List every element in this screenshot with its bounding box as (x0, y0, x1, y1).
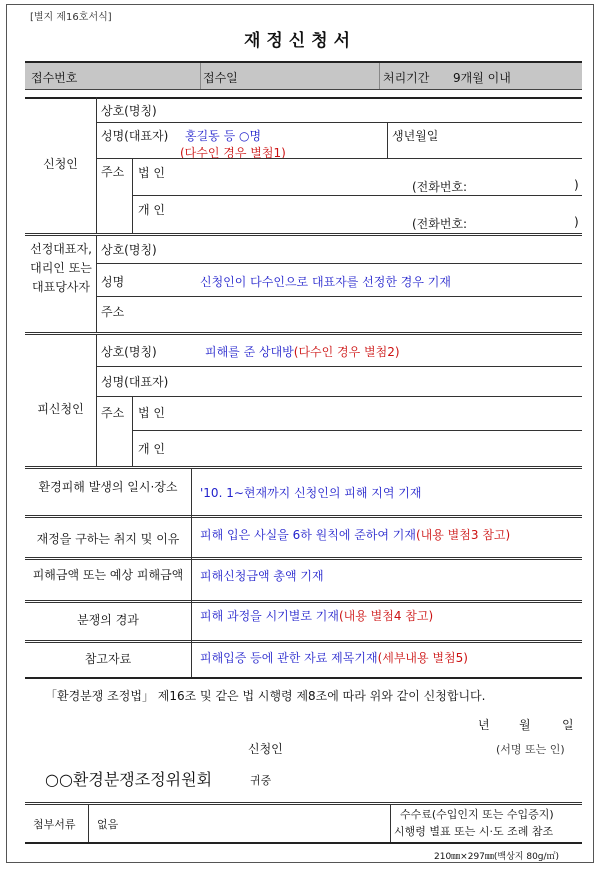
item-value-incident: '10. 1∼현재까지 신청인의 피해 지역 기재 (200, 486, 422, 500)
form-frame (6, 4, 594, 863)
applicant-corporation: 법 인 (138, 166, 165, 180)
applicant-phone-1-close: ) (574, 178, 579, 192)
representative-label: 선정대표자, 대리인 또는 대표당사자 (30, 242, 92, 294)
representative-name: 성명 (101, 275, 125, 289)
item-value-purpose-blue: 피해 입은 사실을 6하 원칙에 준하여 기재 (200, 528, 416, 542)
item-value-damage-amount: 피해신청금액 총액 기재 (200, 569, 324, 583)
applicant-phone-2: (전화번호: (412, 217, 468, 231)
respondent-trade-note (205, 343, 400, 360)
fee-line-2: 시행령 별표 또는 시·도 조례 참조 (394, 825, 554, 838)
processing-period-value: 9개월 이내 (453, 71, 511, 85)
applicant-phone-1: (전화번호: (412, 180, 468, 194)
document-title: 재정신청서 (243, 31, 357, 51)
item-value-references-blue: 피해입증 등에 관한 자료 제목기재 (200, 651, 378, 665)
date-month: 월 (519, 718, 531, 732)
applicant-label: 신청인 (43, 157, 78, 171)
form-number: [별지 제16호서식] (30, 12, 112, 23)
attachments-value: 없음 (97, 818, 119, 831)
paper-spec: 210㎜×297㎜(백상지 80g/㎡) (434, 852, 560, 862)
respondent-trade-name: 상호(명칭) (101, 345, 157, 359)
date-year: 년 (478, 718, 490, 732)
applicant-name-rep: 성명(대표자) (101, 129, 169, 143)
signer-label: 신청인 (248, 742, 283, 756)
respondent-name-rep: 성명(대표자) (101, 375, 169, 389)
respondent-corporation: 법 인 (138, 406, 165, 420)
attachments-label: 첨부서류 (33, 818, 76, 831)
statement-text: 「환경분쟁 조정법」 제16조 및 같은 법 시행령 제8조에 따라 위와 같이 신청합니다. (45, 689, 486, 703)
committee-name: ○○환경분쟁조정위원회 (45, 770, 213, 789)
processing-period-label: 처리기간 (383, 71, 430, 85)
respondent-individual: 개 인 (138, 442, 165, 456)
item-label-dispute-progress: 분쟁의 경과 (77, 613, 139, 627)
respondent-address: 주소 (101, 406, 125, 420)
honorific: 귀중 (250, 774, 272, 787)
applicant-phone-2-close: ) (574, 215, 579, 229)
date-day: 일 (562, 718, 574, 732)
item-value-references-red: (세부내용 별첨5) (377, 651, 468, 665)
respondent-label: 피신청인 (37, 402, 84, 416)
item-value-dispute-progress-blue: 피해 과정을 시기별로 기재 (200, 609, 339, 623)
item-label-references: 참고자료 (84, 652, 132, 666)
item-label-incident: 환경피해 발생의 일시·장소 (38, 480, 178, 494)
fee-line-1: 수수료(수입인지 또는 수입증지) (400, 808, 554, 821)
applicant-trade-name: 상호(명칭) (101, 104, 157, 118)
representative-address: 주소 (101, 305, 125, 319)
item-value-purpose-red: (내용 별첨3 참고) (416, 528, 511, 542)
applicant-individual: 개 인 (138, 203, 165, 217)
item-value-references (200, 649, 468, 666)
receipt-number-label: 접수번호 (31, 71, 78, 85)
item-value-purpose (200, 526, 510, 543)
respondent-trade-note-red: (다수인 경우 별첨2) (293, 345, 400, 359)
respondent-trade-note-blue: 피해를 준 상대방 (205, 345, 294, 359)
representative-trade-name: 상호(명칭) (101, 243, 157, 257)
item-label-purpose: 재정을 구하는 취지 및 이유 (36, 532, 180, 546)
representative-name-note: 신청인이 다수인으로 대표자를 선정한 경우 기재 (200, 275, 451, 289)
item-label-damage-amount: 피해금액 또는 예상 피해금액 (32, 568, 184, 582)
applicant-multi-note: (다수인 경우 별첨1) (180, 146, 286, 160)
header-bar (25, 61, 582, 90)
item-value-dispute-progress-red: (내용 별첨4 참고) (338, 609, 434, 623)
signature-note: (서명 또는 인) (496, 743, 565, 756)
applicant-name-example: 홍길동 등 ○명 (185, 129, 262, 143)
item-value-dispute-progress (200, 607, 433, 624)
applicant-address: 주소 (101, 165, 125, 179)
applicant-birth-date: 생년월일 (392, 129, 439, 143)
receipt-date-label: 접수일 (203, 71, 238, 85)
